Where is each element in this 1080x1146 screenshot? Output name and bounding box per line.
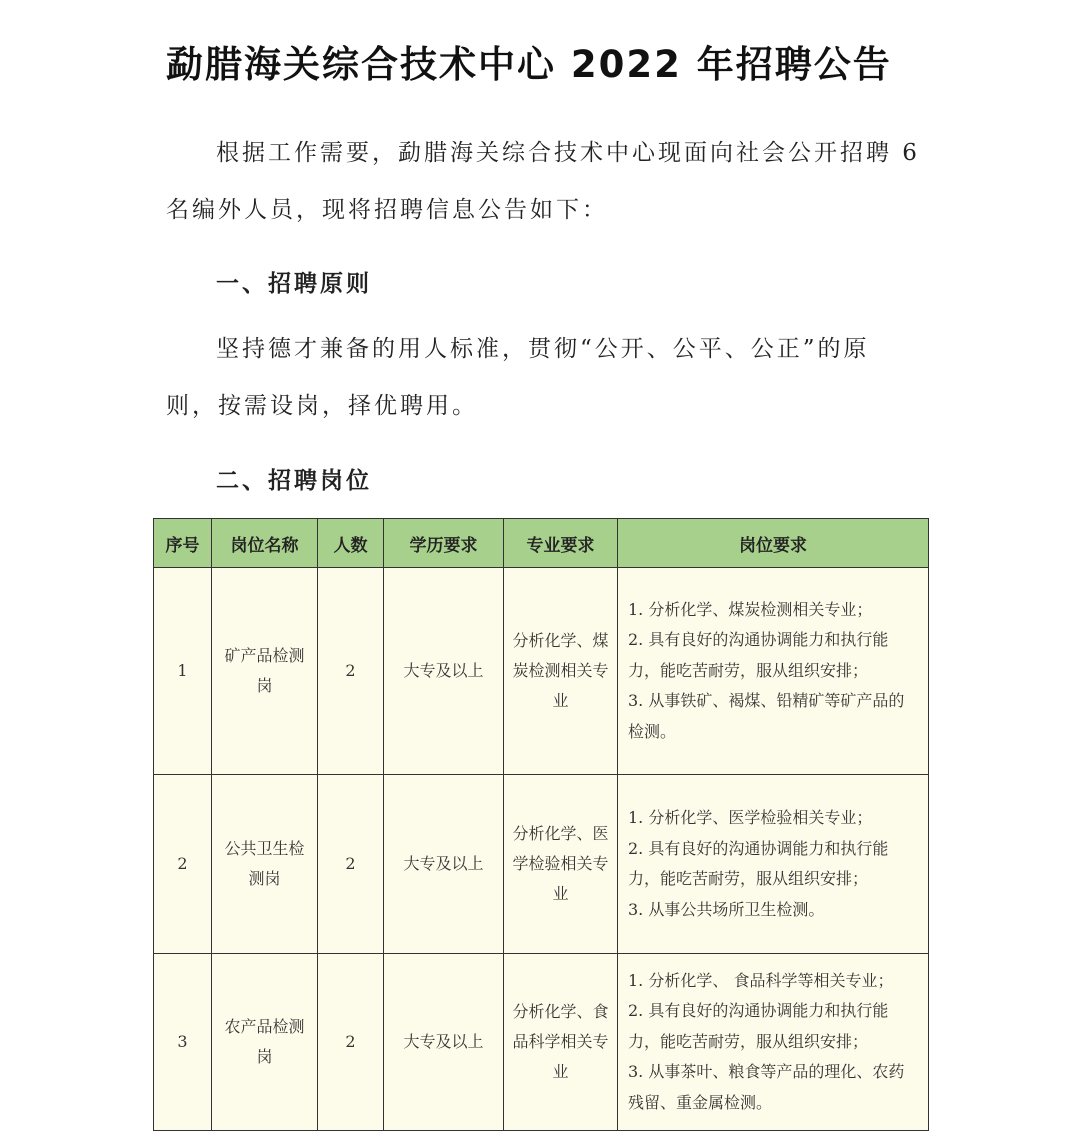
cell-position: 公共卫生检测岗 — [212, 775, 318, 954]
cell-count: 2 — [318, 568, 384, 775]
cell-no: 3 — [154, 954, 212, 1131]
cell-requirements — [618, 954, 929, 1131]
requirement-item: 1. 分析化学、医学检验相关专业； — [628, 808, 873, 827]
cell-major: 分析化学、食品科学相关专业 — [504, 954, 618, 1131]
header-position: 岗位名称 — [212, 519, 318, 568]
cell-education: 大专及以上 — [384, 775, 504, 954]
requirement-item: 1. 分析化学、煤炭检测相关专业； — [628, 599, 873, 619]
table-row — [154, 568, 929, 775]
header-major: 专业要求 — [504, 519, 618, 568]
requirement-item: 1. 分析化学、 食品科学等相关专业； — [628, 970, 894, 990]
cell-count: 2 — [318, 775, 384, 954]
requirement-item: 2. 具有良好的沟通协调能力和执行能力，能吃苦耐劳，服从组织安排； — [628, 1001, 889, 1051]
header-count: 人数 — [318, 519, 384, 568]
cell-count: 2 — [318, 954, 384, 1131]
cell-major: 分析化学、医学检验相关专业 — [504, 775, 618, 954]
cell-education: 大专及以上 — [384, 568, 504, 775]
cell-position: 农产品检测岗 — [212, 954, 318, 1131]
requirement-item: 3. 从事茶叶、粮食等产品的理化、农药残留、重金属检测。 — [628, 1062, 905, 1112]
requirement-item: 2. 具有良好的沟通协调能力和执行能力，能吃苦耐劳，服从组织安排； — [628, 838, 889, 888]
cell-requirements — [618, 775, 929, 954]
table-row — [154, 954, 929, 1131]
requirement-item: 3. 从事铁矿、褐煤、铅精矿等矿产品的检测。 — [628, 691, 905, 741]
table-header-row — [154, 519, 929, 568]
cell-major: 分析化学、煤炭检测相关专业 — [504, 568, 618, 775]
cell-no: 2 — [154, 775, 212, 954]
section-heading-positions: 二、招聘岗位 — [216, 467, 372, 494]
cell-requirements — [618, 568, 929, 775]
page-title: 勐腊海关综合技术中心 2022 年招聘公告 — [166, 43, 892, 86]
requirement-item: 3. 从事公共场所卫生检测。 — [628, 899, 825, 919]
table-row — [154, 775, 929, 954]
header-education: 学历要求 — [384, 519, 504, 568]
intro-paragraph: 根据工作需要，勐腊海关综合技术中心现面向社会公开招聘 6 名编外人员，现将招聘信息公告如下： — [166, 140, 920, 223]
requirement-item: 2. 具有良好的沟通协调能力和执行能力，能吃苦耐劳，服从组织安排； — [628, 630, 889, 680]
cell-no: 1 — [154, 568, 212, 775]
cell-position: 矿产品检测岗 — [212, 568, 318, 775]
cell-education: 大专及以上 — [384, 954, 504, 1131]
positions-table — [153, 518, 929, 1131]
header-no: 序号 — [154, 519, 212, 568]
principles-paragraph: 坚持德才兼备的用人标准，贯彻“公开、公平、公正”的原则，按需设岗，择优聘用。 — [166, 336, 870, 419]
header-requirements: 岗位要求 — [618, 519, 929, 568]
section-heading-principles: 一、招聘原则 — [216, 270, 372, 297]
